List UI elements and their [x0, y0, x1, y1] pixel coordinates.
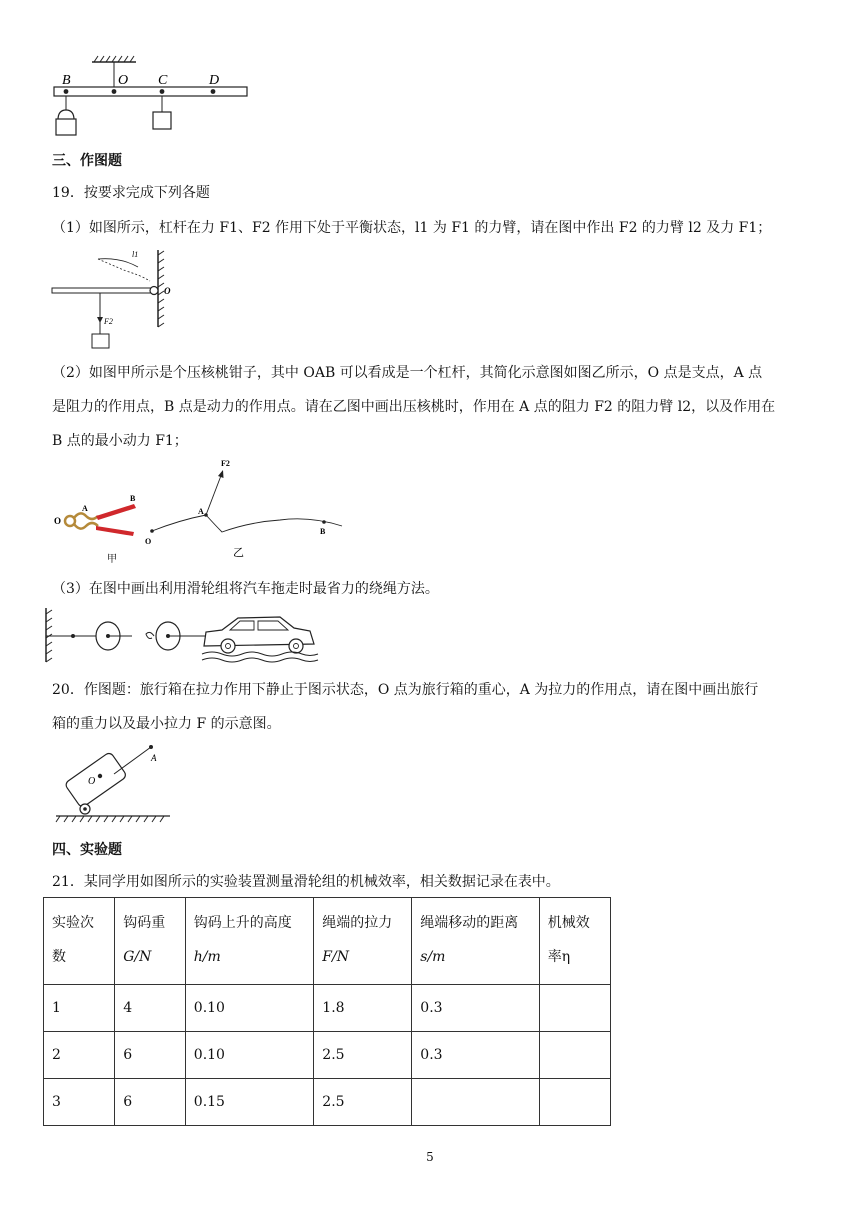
table-cell	[412, 1079, 539, 1126]
question-19-title: 19．按要求完成下列各题	[52, 185, 210, 201]
table-cell: 3	[44, 1079, 115, 1126]
question-20-line1: 20．作图题：旅行箱在拉力作用下静止于图示状态，O 点为旅行箱的重心，A 为拉力的作用点，请在图中画出旅行	[52, 682, 759, 698]
table-header-row	[44, 898, 611, 985]
question-19-part3: （3）在图中画出利用滑轮组将汽车拖走时最省力的绕绳方法。	[52, 581, 439, 597]
fig2-label-f2: F2	[221, 459, 230, 468]
fig2-label-b-jia: B	[130, 494, 136, 503]
data-table	[43, 897, 611, 1126]
page-number: 5	[426, 1150, 434, 1164]
table-cell: 4	[115, 985, 186, 1032]
table-cell	[539, 1079, 610, 1126]
lever-label-c: C	[158, 73, 168, 88]
fig1-label-f2: F2	[104, 317, 113, 326]
fig4-label-a: A	[151, 753, 157, 763]
question-19-part2-line3: B 点的最小动力 F1；	[52, 433, 188, 449]
fig4-label-o: O	[88, 776, 96, 787]
table-cell	[539, 985, 610, 1032]
table-header-cell: 钩码重 G/N	[115, 898, 186, 985]
suitcase-diagram	[52, 740, 177, 825]
table-cell: 0.3	[412, 985, 539, 1032]
section-title-drawing: 三、作图题	[52, 153, 122, 169]
table-header-cell: 绳端移动的距离 s/m	[412, 898, 539, 985]
table-cell: 1	[44, 985, 115, 1032]
table-cell: 0.10	[185, 985, 314, 1032]
table-cell: 1.8	[314, 985, 412, 1032]
table-cell: 0.15	[185, 1079, 314, 1126]
pulley-car-diagram	[42, 604, 322, 666]
table-header-cell: 绳端的拉力 F/N	[314, 898, 412, 985]
lever-label-d: D	[209, 73, 220, 88]
table-header-cell: 钩码上升的高度 h/m	[185, 898, 314, 985]
lever-label-b: B	[62, 73, 71, 88]
question-19-part2-line1: （2）如图甲所示是个压核桃钳子，其中 OAB 可以看成是一个杠杆，其简化示意图如图乙所示，O 点是支点，A 点	[52, 365, 763, 381]
table-cell: 0.3	[412, 1032, 539, 1079]
fig2-label-a-jia: A	[82, 504, 88, 513]
fig2-label-o-jia: O	[54, 516, 62, 526]
question-20-line2: 箱的重力以及最小拉力 F 的示意图。	[52, 716, 281, 732]
lever-label-o: O	[118, 73, 129, 88]
fig1-label-l1: l1	[132, 250, 139, 259]
table-row	[44, 1032, 611, 1079]
table-row	[44, 1079, 611, 1126]
table-cell: 2	[44, 1032, 115, 1079]
table-cell: 0.10	[185, 1032, 314, 1079]
table-header-cell: 机械效 率η	[539, 898, 610, 985]
fig1-label-o: O	[164, 286, 171, 296]
lever-wall-diagram	[50, 247, 190, 352]
table-cell: 2.5	[314, 1032, 412, 1079]
question-21-intro: 21．某同学用如图所示的实验装置测量滑轮组的机械效率，相关数据记录在表中。	[52, 874, 560, 890]
section-title-experiment: 四、实验题	[52, 842, 122, 858]
fig2-label-b-yi: B	[320, 527, 326, 536]
question-19-part2-line2: 是阻力的作用点，B 点是动力的作用点。请在乙图中画出压核桃时，作用在 A 点的阻力 F2 的阻力臂 l2，以及作用在	[52, 399, 776, 415]
table-cell: 2.5	[314, 1079, 412, 1126]
fig2-label-jia: 甲	[107, 554, 117, 565]
table-cell: 6	[115, 1032, 186, 1079]
table-cell	[539, 1032, 610, 1079]
fig2-label-yi: 乙	[233, 547, 244, 559]
lever-diagram	[50, 52, 255, 142]
nutcracker-diagram	[50, 458, 350, 568]
question-19-part1: （1）如图所示，杠杆在力 F1、F2 作用下处于平衡状态，l1 为 F1 的力臂，请在图中作出 F2 的力臂 l2 及力 F1；	[52, 220, 772, 236]
table-row	[44, 985, 611, 1032]
table-header-cell: 实验次 数	[44, 898, 115, 985]
table-cell: 6	[115, 1079, 186, 1126]
fig2-label-a-yi: A	[198, 507, 204, 516]
fig2-label-o-yi: O	[145, 537, 152, 546]
